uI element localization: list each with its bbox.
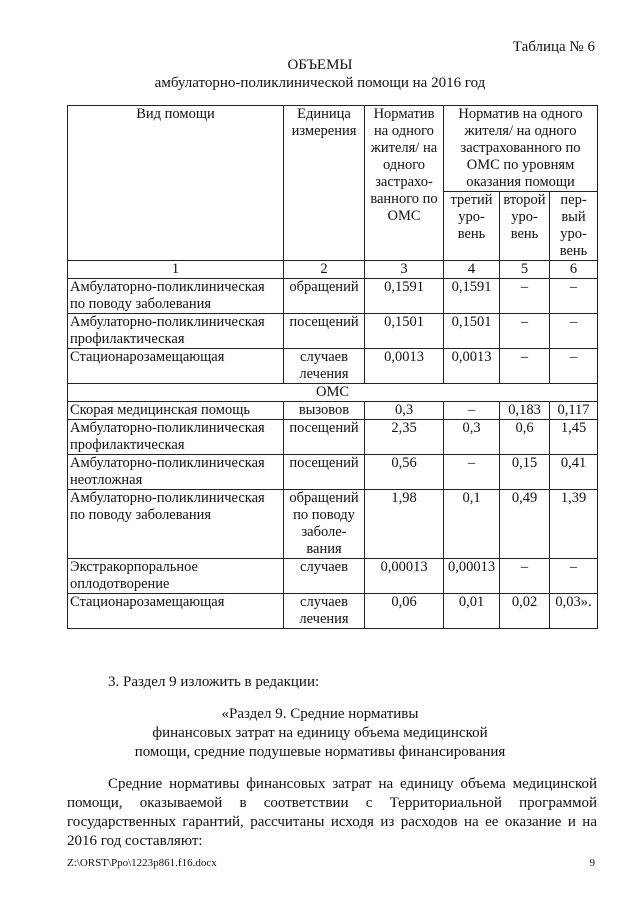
table-row	[68, 349, 598, 384]
row-value-cell: 0,1	[444, 490, 500, 559]
row-value-cell: –	[500, 349, 550, 384]
rows-budget	[68, 279, 598, 384]
row-value-cell: –	[550, 279, 598, 314]
row-value-cell: 0,3	[444, 420, 500, 455]
row-value-cell: –	[500, 279, 550, 314]
row-value-cell: случаев лечения	[284, 594, 365, 629]
row-type-cell: Стационарозамещающая	[68, 349, 284, 384]
row-value-cell: 0,15	[500, 455, 550, 490]
row-type-cell: Амбулаторно-поликлиническая профилактическая	[68, 420, 284, 455]
row-type-cell: Амбулаторно-поликлиническая профилактическая	[68, 314, 284, 349]
row-value-cell: 0,00013	[444, 559, 500, 594]
table-row	[68, 559, 598, 594]
table-row	[68, 402, 598, 420]
table-number-label: Таблица № 6	[512, 39, 595, 55]
table-row	[68, 490, 598, 559]
paragraph-text: Средние нормативы финансовых затрат на единицу объема медицинской помощи, оказываемой в соответствии с Территориальной программой государственных гарантий, рассчитаны исходя из расходов на ее оказание и на 2016 год составляют:	[67, 776, 597, 849]
rows-oms	[68, 402, 598, 629]
title-line-2: амбулаторно-поликлинической помощи на 2016 год	[154, 75, 486, 91]
header-norm-levels: Норматив на одного жителя/ на одного застрахованного по ОМС по уровням оказания помощи	[444, 106, 598, 192]
row-type-cell: Стационарозамещающая	[68, 594, 284, 629]
row-value-cell: –	[500, 314, 550, 349]
section-9-title	[0, 705, 640, 762]
row-value-cell: 0,183	[500, 402, 550, 420]
row-value-cell: 0,00013	[365, 559, 444, 594]
row-value-cell: 1,39	[550, 490, 598, 559]
header-level-second: второй уро-вень	[500, 192, 550, 261]
row-type-cell: Амбулаторно-поликлиническая по поводу заболевания	[68, 490, 284, 559]
row-value-cell: посещений	[284, 420, 365, 455]
row-value-cell: 1,98	[365, 490, 444, 559]
header-level-third: третий уро-вень	[444, 192, 500, 261]
row-value-cell: –	[444, 402, 500, 420]
section-title-line-2: финансовых затрат на единицу объема медицинской	[152, 725, 488, 741]
item-3-text: 3. Раздел 9 изложить в редакции:	[108, 674, 320, 690]
column-number: 3	[365, 261, 444, 279]
row-value-cell: 0,02	[500, 594, 550, 629]
section-title-line-3: помощи, средние подушевые нормативы финансирования	[134, 744, 506, 760]
row-value-cell: –	[500, 559, 550, 594]
row-value-cell: 0,03».	[550, 594, 598, 629]
row-type-cell: Скорая медицинская помощь	[68, 402, 284, 420]
header-level-first: пер-вый уро-вень	[550, 192, 598, 261]
table-row	[68, 420, 598, 455]
row-value-cell: 0,06	[365, 594, 444, 629]
column-number: 1	[68, 261, 284, 279]
header-norm: Норматив на одного жителя/ на одного застрахо-ванного по ОМС	[365, 106, 444, 261]
row-value-cell: 0,56	[365, 455, 444, 490]
table-title	[0, 56, 640, 92]
row-value-cell: 0,1501	[444, 314, 500, 349]
row-value-cell: –	[550, 314, 598, 349]
header-unit: Единица измерения	[284, 106, 365, 261]
column-numbers-row	[68, 261, 598, 279]
row-value-cell: посещений	[284, 455, 365, 490]
row-value-cell: –	[550, 349, 598, 384]
row-value-cell: 2,35	[365, 420, 444, 455]
column-number: 6	[550, 261, 598, 279]
row-value-cell: 0,3	[365, 402, 444, 420]
row-value-cell: обращений	[284, 279, 365, 314]
section-row-oms	[68, 384, 598, 402]
column-number: 5	[500, 261, 550, 279]
row-value-cell: 0,01	[444, 594, 500, 629]
table-row	[68, 314, 598, 349]
body-paragraph	[67, 775, 597, 851]
row-value-cell: 0,117	[550, 402, 598, 420]
table-row	[68, 594, 598, 629]
table-row	[68, 279, 598, 314]
row-value-cell: случаев	[284, 559, 365, 594]
row-value-cell: –	[444, 455, 500, 490]
volumes-table	[67, 105, 598, 629]
row-value-cell: 0,1501	[365, 314, 444, 349]
row-value-cell: 1,45	[550, 420, 598, 455]
row-value-cell: 0,6	[500, 420, 550, 455]
header-type: Вид помощи	[68, 106, 284, 261]
column-number: 4	[444, 261, 500, 279]
section-title-line-1: «Раздел 9. Средние нормативы	[221, 706, 419, 722]
row-value-cell: –	[550, 559, 598, 594]
row-type-cell: Амбулаторно-поликлиническая неотложная	[68, 455, 284, 490]
footer-page-number: 9	[589, 857, 595, 869]
row-value-cell: 0,0013	[365, 349, 444, 384]
row-type-cell: Экстракорпоральное оплодотворение	[68, 559, 284, 594]
row-value-cell: 0,41	[550, 455, 598, 490]
footer-file-path: Z:\ORST\Ppo\1223p861.f16.docx	[67, 857, 217, 869]
row-value-cell: вызовов	[284, 402, 365, 420]
row-type-cell: Амбулаторно-поликлиническая по поводу заболевания	[68, 279, 284, 314]
row-value-cell: 0,49	[500, 490, 550, 559]
row-value-cell: случаев лечения	[284, 349, 365, 384]
title-line-1: ОБЪЕМЫ	[287, 57, 353, 73]
row-value-cell: 0,0013	[444, 349, 500, 384]
row-value-cell: 0,1591	[444, 279, 500, 314]
column-number: 2	[284, 261, 365, 279]
row-value-cell: 0,1591	[365, 279, 444, 314]
row-value-cell: посещений	[284, 314, 365, 349]
row-value-cell: обращений по поводу заболе-вания	[284, 490, 365, 559]
section-label-oms: ОМС	[68, 384, 598, 402]
table-row	[68, 455, 598, 490]
